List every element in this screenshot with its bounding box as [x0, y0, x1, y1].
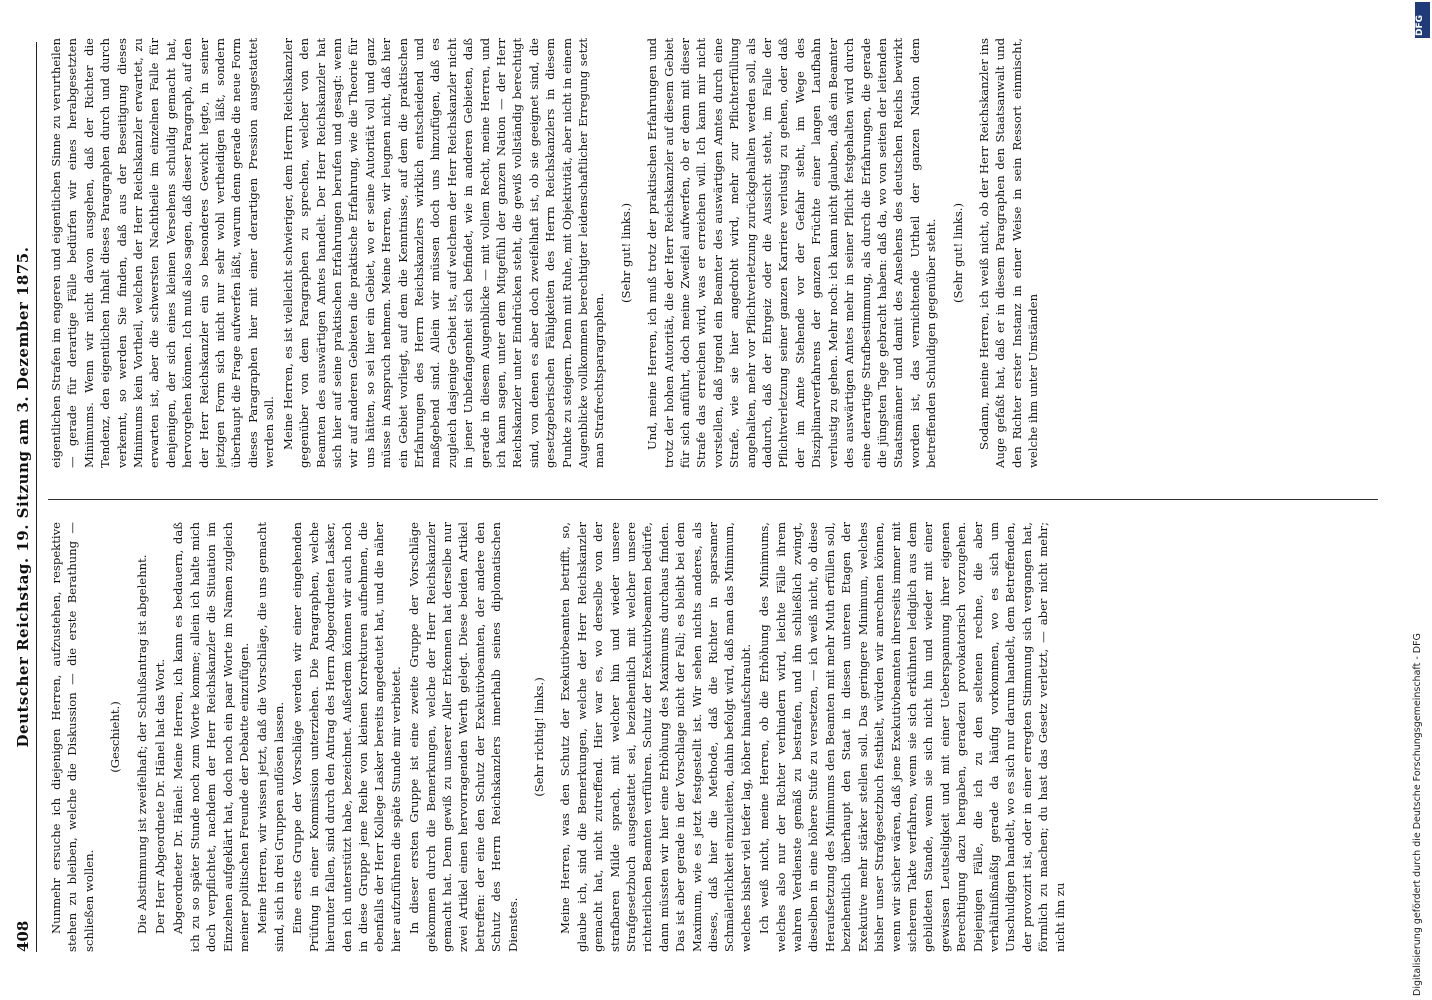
paragraph: eigentlichen Strafen im engeren und eigentlichen Sinne zu verurtheilen — gerade für derartige Fälle bedürfen wir eines herabgesetzten Minimums. Wenn wir nicht davon ausgehen, daß der Richter die Tendenz, den eigentlichen Inhalt dieses Paragraphen durch und durch verkennt, so werden Sie finden, daß aus der Beseitigung dieses Minimums kein Vortheil, welchen der Herr Reichskanzler erwartet, zu erwarten ist, aber die schwersten Nachtheile im einzelnen Falle für denjenigen, der sich eines kleinen Versehens schuldig gemacht hat, hervorgehen können. Ich muß also sagen, daß dieser Paragraph, auf den der Herr Reichskanzler ein so besonderes Gewicht legte, in seiner jetzigen Form sich nicht nur sehr wohl vertheidigen läßt, sondern überhaupt die Frage aufwerfen läßt, warum denn gerade die neue Form dieses Paragraphen hier mit einer derartigen Pression ausgestattet werden soll. [49, 38, 277, 468]
right-column [48, 38, 1388, 468]
paragraph: Abgeordneter Dr. Hänel: Meine Herren, ich kann es bedauern, daß ich zu so später Stunde noch zum Worte komme; allein ich halte mich doch verpflichtet, nachdem der Herr Reichskanzler die Situation im Einzelnen aufgeklärt hat, doch noch ein paar Worte im Namen zugleich meiner politischen Freunde der Debatte einzufügen. [171, 522, 252, 952]
paragraph: In dieser ersten Gruppe ist eine zweite Gruppe der Vorschläge gekommen durch die Bemerkungen, welche der Herr Reichskanzler gemacht hat. Denn gewiß zu unserer Aller Erkennen hat derselbe nur zwei Artikel einen hervorragenden Werth gelegt. Diese beiden Artikel betreffen: der eine den Schutz der Exekutivbeamten, der andere den Schutz des Herrn Reichskanzlers innerhalb seines diplomatischen Dienstes. [407, 522, 520, 952]
dfg-logo [1415, 2, 1430, 38]
paragraph: Meine Herren, was den Schutz der Exekutivbeamten betrifft, so, glaube ich, sind die Bemerkungen, welche der Herr Reichskanzler gemacht hat, nicht zutreffend. Hier war es, wo derselbe von der strafbaren Milde sprach, mit welcher hin und wieder unsere Strafgesetzbuch ausgestattet sei, beziehentlich mit welcher unsere richterlichen Beamten verführen. Schutz der Exekutivbeamten bedürfe, dann müssten wir hier eine Erhöhung des Maximums durchaus finden. Das ist aber gerade in der Vorschlage nicht der Fall; es bleibt bei dem Maximum, wie es jetzt festgestellt ist. Wir sehen nichts anderes, als dieses, daß hier die Methode, daß die Richter in sparsamer Schmälerlichkeit einzuleiten, dahin befolgt wird, daß man das Minimum, welches bisher viel tiefer lag, höher hinaufschraubt. [558, 522, 753, 952]
page-header [14, 42, 37, 952]
remark: (Sehr gut! links.) [618, 203, 633, 303]
remark: (Sehr richtig! links.) [531, 677, 546, 797]
paragraph: Nunmehr ersuche ich diejenigen Herren, aufzustehen, respektive stehen zu bleiben, welche die Diskussion — die erste Berathung — schließen wollen. [49, 522, 96, 952]
remark: (Geschieht.) [108, 701, 123, 773]
paragraph: Die Abstimmung ist zweifelhaft; der Schlußantrag ist abgelehnt. [134, 554, 149, 934]
paragraph: Eine erste Gruppe der Vorschläge werden wir einer eingehenden Prüfung in einer Kommission unterziehen. Die Paragraphen, welche hierunter fallen, sind durch den Antrag des Herrn Abgeordneten Lasker, den ich unterstützt habe, bezeichnet. Außerdem können wir auch noch in diese Gruppe jene Reihe von kleinen Korrekturen aufnehmen, die ebenfalls der Herr Kollege Lasker bereits angedeutet hat, und die näher hier aufzuführen die späte Stunde mir verbietet. [290, 522, 403, 952]
paragraph: Meine Herren, wir wissen jetzt, daß die Vorschläge, die uns gemacht sind, sich in drei Gruppen auflösen lassen. [255, 522, 286, 952]
column-divider [48, 499, 1378, 500]
page-title: Deutscher Reichstag. 19. Sitzung am 3. Dezember 1875. [14, 246, 32, 748]
left-column [48, 522, 1388, 952]
paragraph: Der Herr Abgeordnete Dr. Hänel hat das Wort. [153, 658, 168, 934]
paragraph: Meine Herren, es ist vielleicht schwieriger, dem Herrn Reichskanzler gegenüber von dem Paragraphen zu sprechen, welcher von den Beamten des auswärtigen Amtes handelt. Der Herr Reichskanzler hat sich hier auf seine praktischen Erfahrungen berufen und gesagt: wenn wir auf anderen Gebieten die praktische Erfahrung, wie die Theorie für uns hätten, so sei hier ein Gebiet, wo er seine Autorität voll und ganz müsse in Anspruch nehmen. Meine Herren, wir leugnen nicht, daß hier ein Gebiet vorliegt, auf dem die Kenntnisse, auf dem die praktischen Erfahrungen des Herrn Reichskanzlers wirklich entscheidend und maßgebend sind. Allein wir müssen doch uns hinzufügen, daß es zugleich dasjenige Gebiet ist, auf welchem der Herr Reichskanzler nicht in jener Unbefangenheit sich befindet, wie in anderen Gebieten, daß gerade in diesem Augenblicke — mit vollem Recht, meine Herren, und ich kann sagen, unter dem Mitgefühl der ganzen Nation — der Herr Reichskanzler unter Eindrücken steht, die gewiß vollständig berechtigt sind, von denen es aber doch zweifelhaft ist, ob sie geeignet sind, die gesetzgeberischen Fähigkeiten des Herrn Reichskanzlers in diesem Punkte zu steigern. Denn mit Ruhe, mit Objektivität, aber nicht in einem Augenblicke vollkommen berechtigter leidenschaftlicher Erregung setzt man Strafrechtsparagraphen. [280, 38, 607, 468]
paragraph: Ich weiß nicht, meine Herren, ob die Erhöhung des Minimums, welches also nur der Richter verhindern wird, leichte Fälle ihrem wahren Verdienste gemäß zu bestrafen, und ihn schließlich zwingt, dieselben in eine höhere Stufe zu versetzen, — ich weiß nicht, ob diese Heraufsetzung des Minimums den Beamten mit mehr Muth erfüllen soll, beziehentlich überhaupt den Staat in diesen unteren Etagen der Exekutive mehr stärker stellen soll. Das geringere Minimum, welches bisher unser Strafgesetzbuch festhielt, würden wir anrechnen können, wenn wir sicher wären, daß jene Exekutivbeamten ihrerseits immer mit sicherem Takte verfahren, wenn sie sich erkühnten lediglich aus dem gebildeten Stande, wenn sie sich nicht hin und wieder mit einer gewissen Leutseligkeit und mit einer Ueberspannung ihrer eigenen Berechtigung dazu hergaben, geradezu provokatorisch vorzugehen. Diejenigen Fälle, die ich zu den seltenen rechne, die aber verhältnißmäßig gerade da häufig vorkommen, wo es sich um Unschuldigen handelt, wo es sich nur darum handelt, dem Betreffenden, der provozirt ist, oder in einer erregten Stimmung sich vergangen hat, förmlich zu machen; du hast das Gesetz verletzt, — aber nicht mehr; nicht ihn zu [757, 522, 1067, 952]
dfg-logo-text: DFG [1415, 14, 1425, 36]
paragraph: Und, meine Herren, ich muß trotz der praktischen Erfahrungen und trotz der hohen Autorität, die der Herr Reichskanzler auf diesem Gebiet für sich anführt, doch meine Zweifel aufwerfen, ob er denn mit dieser Strafe das erreichen wird, was er erreichen will. Ich kann mir nicht vorstellen, daß irgend ein Beamter des auswärtigen Amtes durch eine Strafe, wie sie hier angedroht wird, mehr zur Pflichterfüllung angehalten, mehr vor Pflichtverletzung zurückgehalten werden soll, als dadurch, daß der Ehrgeiz oder die Aussicht steht, im Falle der Pflichtverletzung seiner ganzen Karriere verlustig zu gehen, oder daß der im Amte Stehende vor der Gefahr steht, im Wege des Disziplinarverfahrens der ganzen Früchte einer langen Laufbahn verlustig zu gehen. Mehr noch: ich kann nicht glauben, daß ein Beamter des auswärtigen Amtes mehr in seiner Pflicht festgehalten wird durch eine derartige Strafbestimmung, als durch die Erfahrungen, die gerade die jüngsten Tage gebracht haben: daß da, wo von seiten der leitenden Staatsmänner und damit des Ansehens des deutschen Reichs bewirkt worden ist, das vernichtende Urtheil der ganzen Nation dem betreffenden Schuldigen gegenüber steht. [645, 38, 939, 468]
paragraph: Sodann, meine Herren, ich weiß nicht, ob der Herr Reichskanzler ins Auge gefaßt hat, daß er in diesem Paragraphen den Staatsanwalt und den Richter erster Instanz in einer Weise in sein Ressort einmischt, welche ihm unter Umständen [976, 38, 1041, 468]
remark: (Sehr gut! links.) [950, 203, 965, 303]
digitization-credit: Digitalisierung gefördert durch die Deutsche Forschungsgemeinschaft - DFG [1412, 633, 1423, 996]
page-number: 408 [14, 920, 32, 952]
